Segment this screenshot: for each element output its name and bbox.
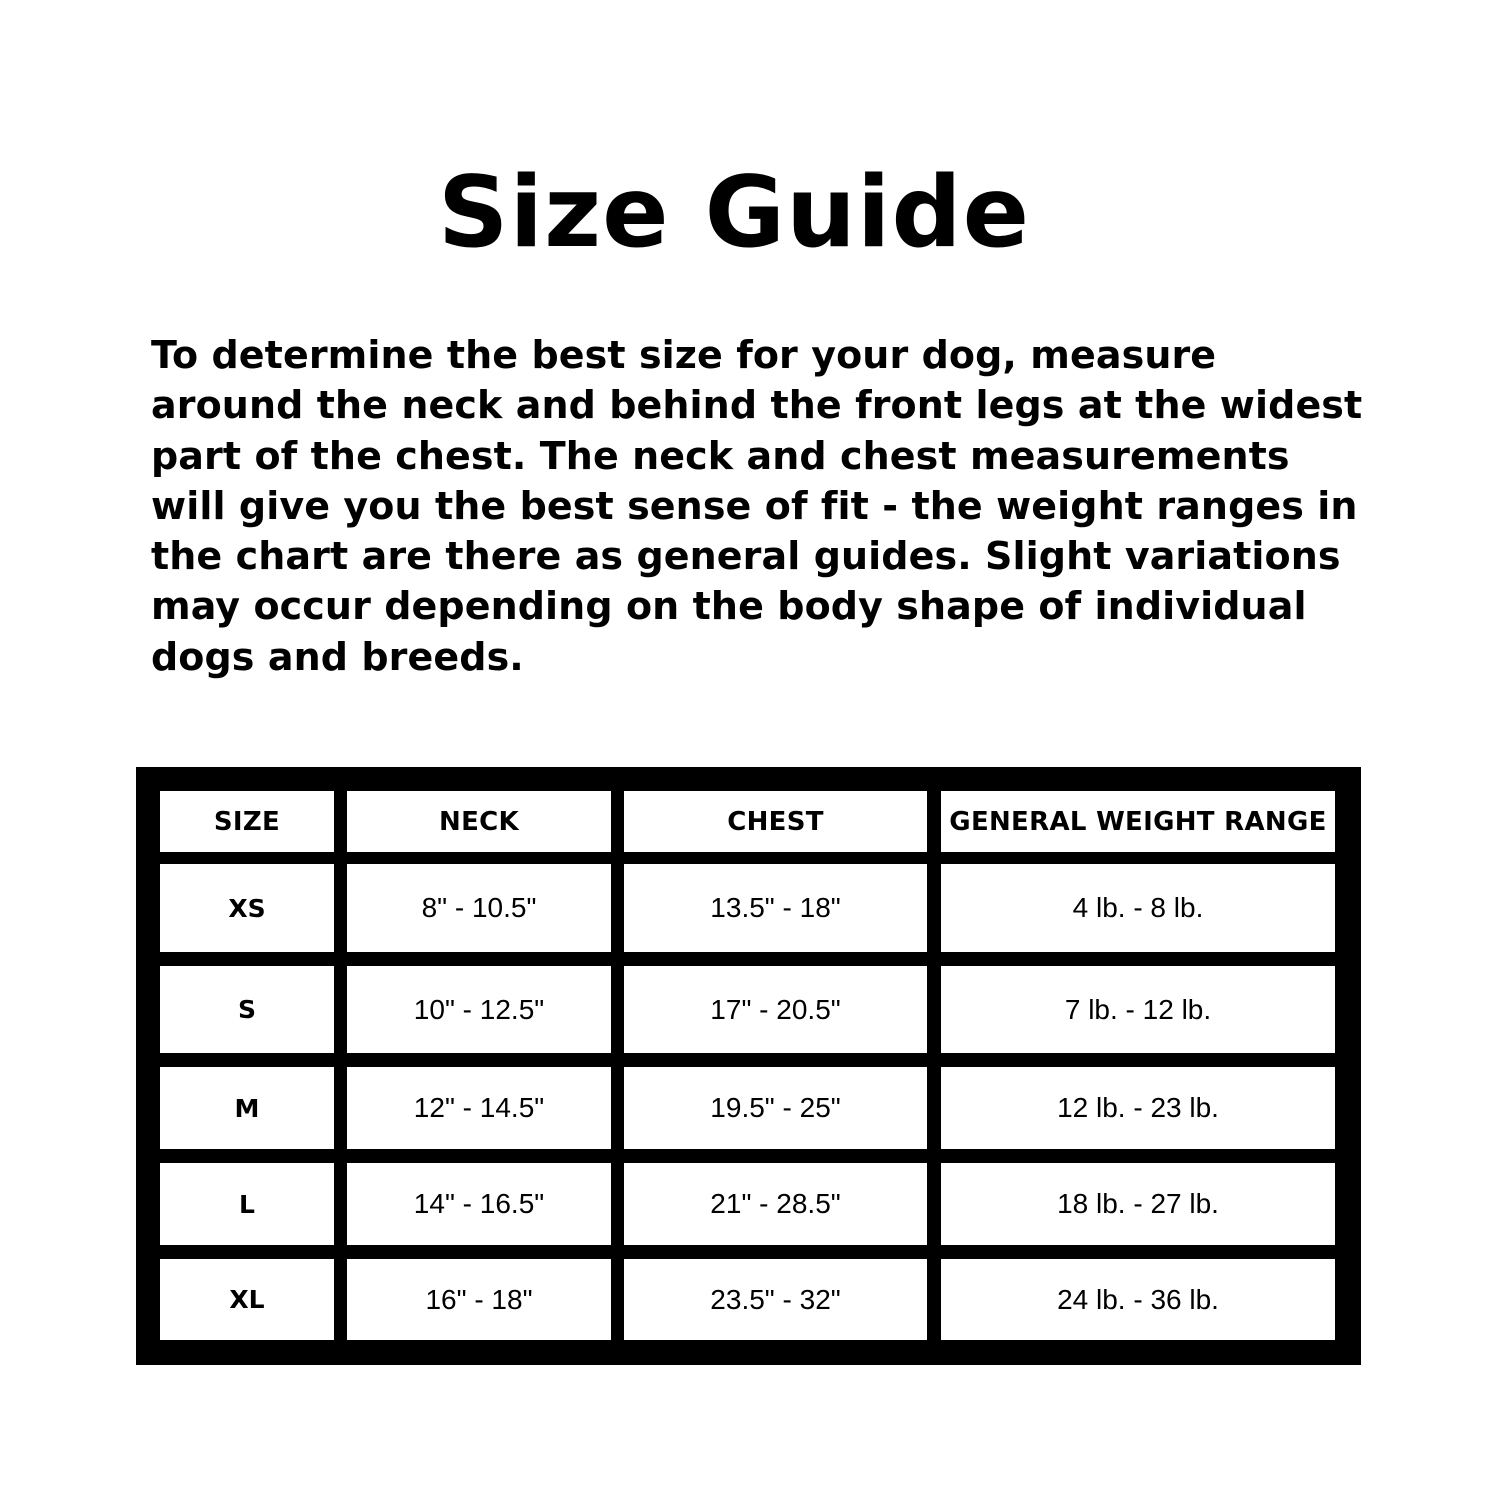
neck-cell: 12" - 14.5"	[347, 1067, 611, 1149]
neck-cell: 8" - 10.5"	[347, 864, 611, 952]
weight-cell: 24 lb. - 36 lb.	[941, 1259, 1335, 1340]
size-cell: S	[160, 966, 334, 1053]
chest-cell: 19.5" - 25"	[624, 1067, 927, 1149]
header-chest: CHEST	[624, 791, 927, 852]
neck-cell: 10" - 12.5"	[347, 966, 611, 1053]
weight-cell: 18 lb. - 27 lb.	[941, 1163, 1335, 1245]
chest-cell: 23.5" - 32"	[624, 1259, 927, 1340]
neck-cell: 16" - 18"	[347, 1259, 611, 1340]
header-weight-range: GENERAL WEIGHT RANGE	[941, 791, 1335, 852]
weight-cell: 12 lb. - 23 lb.	[941, 1067, 1335, 1149]
header-size: SIZE	[160, 791, 334, 852]
size-table	[136, 767, 1361, 1365]
chest-cell: 13.5" - 18"	[624, 864, 927, 952]
intro-paragraph: To determine the best size for your dog, measure around the neck and behind the front legs at the widest part of the chest. The neck and chest measurements will give you the best sense of fit - the weight ranges in the chart are there as general guides. Slight variations may occur depending on the body shape of individual dogs and breeds.	[151, 333, 1363, 679]
size-cell: XS	[160, 864, 334, 952]
page-title: Size Guide	[437, 156, 1031, 270]
neck-cell: 14" - 16.5"	[347, 1163, 611, 1245]
weight-cell: 7 lb. - 12 lb.	[941, 966, 1335, 1053]
chest-cell: 21" - 28.5"	[624, 1163, 927, 1245]
size-cell: M	[160, 1067, 334, 1149]
weight-cell: 4 lb. - 8 lb.	[941, 864, 1335, 952]
size-cell: XL	[160, 1259, 334, 1340]
size-cell: L	[160, 1163, 334, 1245]
chest-cell: 17" - 20.5"	[624, 966, 927, 1053]
header-neck: NECK	[347, 791, 611, 852]
